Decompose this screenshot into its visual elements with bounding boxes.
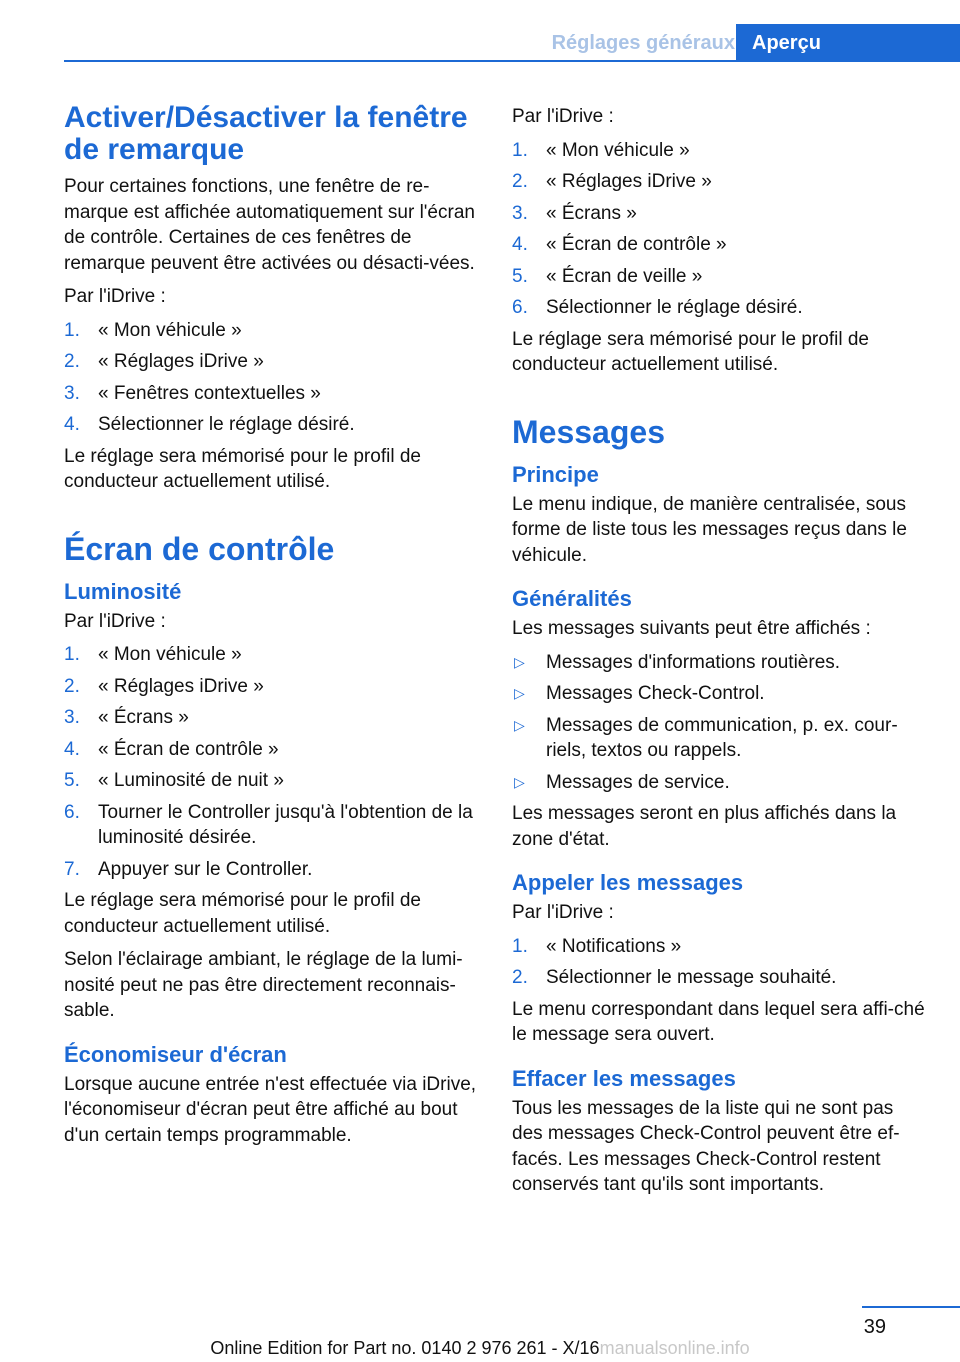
subheading-delete-messages: Effacer les messages	[512, 1065, 736, 1091]
paragraph-menu-open: Le menu correspondant dans lequel sera affi-ché le message sera ouvert.	[512, 998, 925, 1045]
triangle-bullet-icon: ▷	[514, 653, 525, 670]
paragraph-screensaver: Lorsque aucune entrée n'est effectuée via iDrive, l'économiseur d'écran peut être affiché au bout d'un certain temps programmable.	[64, 1073, 477, 1146]
list-item: 3. « Écrans »	[512, 202, 637, 224]
subheading-call-messages: Appeler les messages	[512, 870, 744, 895]
paragraph-delete: Tous les messages de la liste qui ne sont pas des messages Check-Control peuvent être ef-facés. Les messages Check-Control restent conservés tant qu'ils sont importants.	[512, 1097, 900, 1195]
idrive-label: Par l'iDrive :	[64, 286, 166, 307]
heading-control-screen: Écran de contrôle	[64, 530, 335, 567]
subheading-screensaver: Économiseur d'écran	[64, 1041, 287, 1067]
list-item: 3. « Fenêtres contextuelles »	[64, 382, 321, 404]
list-item: 1. « Notifications »	[512, 935, 682, 957]
list-item: 6. Sélectionner le réglage désiré.	[512, 297, 803, 318]
idrive-label: Par l'iDrive :	[512, 106, 614, 127]
header-tab-apercu: Aperçu	[736, 24, 960, 62]
edition-text: Online Edition for Part no. 0140 2 976 261 - X/16	[210, 1338, 600, 1358]
list-item: 5. « Luminosité de nuit »	[64, 770, 284, 791]
list-item: 3. « Écrans »	[64, 707, 189, 728]
list-item: ▷ Messages de communication, p. ex. cour-riels, textos ou rappels.	[514, 714, 898, 761]
paragraph-status-area: Les messages seront en plus affichés dans la zone d'état.	[512, 803, 897, 850]
paragraph-general: Les messages suivants peut être affichés :	[512, 618, 871, 639]
idrive-label: Par l'iDrive :	[64, 610, 166, 632]
list-item: ▷ Messages d'informations routières.	[512, 650, 928, 676]
heading-notice-window: Activer/Désactiver la fenêtre de remarque	[64, 101, 468, 166]
paragraph-saved: Le réglage sera mémorisé pour le profil de conducteur actuellement utilisé.	[64, 890, 421, 937]
subheading-principle: Principe	[512, 461, 599, 487]
steps-list-call	[512, 934, 928, 991]
steps-list-notice	[64, 318, 480, 438]
bullet-list-messages	[512, 650, 928, 796]
list-item: 1. « Mon véhicule »	[64, 319, 242, 341]
list-item: 2. Sélectionner le message souhaité.	[512, 967, 837, 988]
list-item: 5. « Écran de veille »	[512, 265, 703, 287]
watermark-text: manualsonline.info	[599, 1338, 750, 1358]
left-column	[64, 102, 480, 1156]
page-number: 39	[863, 1316, 886, 1338]
list-item: 2. « Réglages iDrive »	[64, 675, 264, 697]
list-item: 4. « Écran de contrôle »	[64, 738, 279, 760]
paragraph-saved: Le réglage sera mémorisé pour le profil de conducteur actuellement utilisé.	[512, 328, 869, 375]
steps-list-screensaver	[512, 138, 928, 321]
list-item: ▷ Messages de service.	[512, 770, 928, 796]
subheading-general: Généralités	[512, 586, 632, 611]
right-column	[512, 104, 928, 1206]
footer-rule	[862, 1306, 960, 1308]
paragraph-principle: Le menu indique, de manière centralisée, sous forme de liste tous les messages reçus dans le véhicule.	[512, 493, 907, 566]
header-section-title: Réglages généraux	[551, 32, 735, 54]
subheading-brightness: Luminosité	[64, 578, 182, 604]
list-item: 4. Sélectionner le réglage désiré.	[64, 414, 355, 435]
steps-list-brightness	[64, 642, 480, 882]
header-rule	[64, 60, 960, 62]
paragraph-notice-window: Pour certaines fonctions, une fenêtre de re-marque est affichée automatiquement sur l'écran de contrôle. Certaines de ces fenêtres de remarque peuvent être activées ou désacti-vées.	[64, 176, 475, 274]
triangle-bullet-icon: ▷	[514, 773, 525, 790]
list-item: 2. « Réglages iDrive »	[64, 351, 264, 372]
triangle-bullet-icon: ▷	[514, 716, 525, 733]
footer-edition	[0, 1338, 960, 1359]
paragraph-ambient: Selon l'éclairage ambiant, le réglage de la lumi-nosité peut ne pas être directement reconnais-sable.	[64, 949, 463, 1021]
list-item: 2. « Réglages iDrive »	[512, 171, 712, 192]
triangle-bullet-icon: ▷	[514, 685, 525, 701]
list-item: 7. Appuyer sur le Controller.	[64, 858, 313, 880]
list-item: 1. « Mon véhicule »	[512, 139, 690, 161]
list-item: 4. « Écran de contrôle »	[512, 234, 727, 255]
list-item: 6. Tourner le Controller jusqu'à l'obtention de la luminosité désirée.	[64, 801, 473, 848]
list-item: ▷ Messages Check-Control.	[512, 681, 928, 707]
paragraph-saved: Le réglage sera mémorisé pour le profil de conducteur actuellement utilisé.	[64, 445, 421, 492]
list-item: 1. « Mon véhicule »	[64, 644, 242, 665]
idrive-label: Par l'iDrive :	[512, 902, 614, 923]
heading-messages: Messages	[512, 413, 665, 450]
